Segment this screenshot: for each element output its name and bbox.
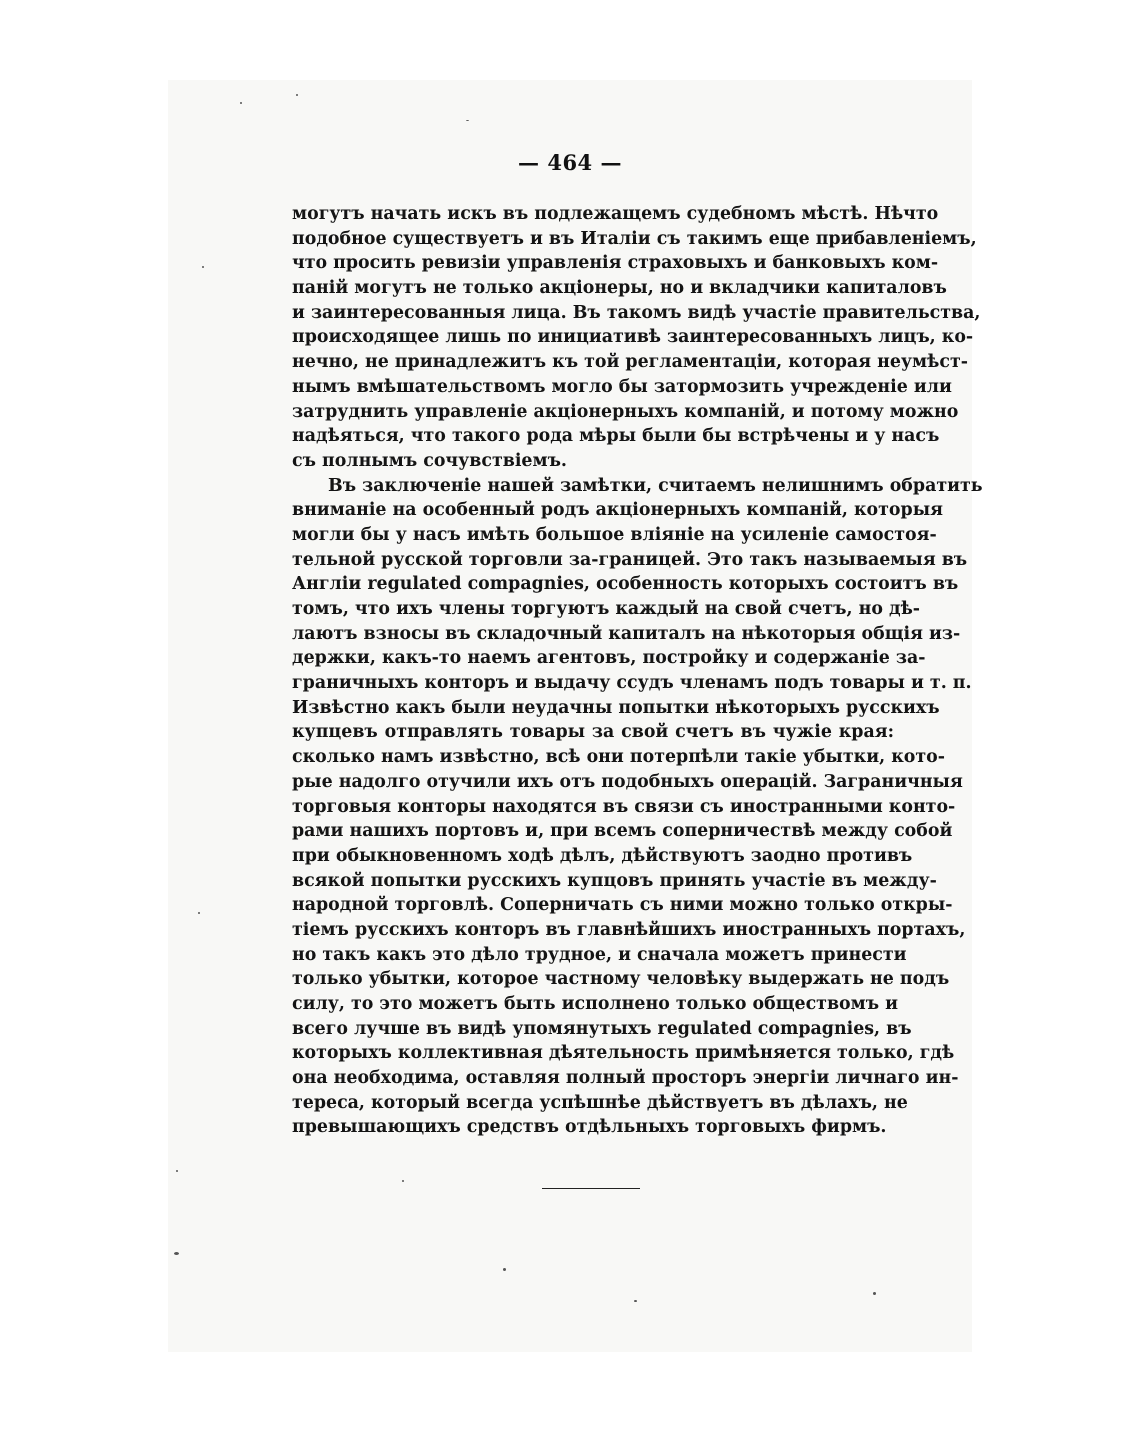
text-line: только убытки, которое частному человѣку выдержать не подъ bbox=[292, 969, 950, 990]
scan-speck bbox=[873, 1292, 876, 1295]
text-line: могутъ начать искъ въ подлежащемъ судебномъ мѣстѣ. Нѣчто bbox=[292, 204, 939, 224]
text-line: рые надолго отучили ихъ отъ подобныхъ операцій. Заграничныя bbox=[292, 771, 963, 792]
scan-speck bbox=[402, 1180, 404, 1182]
text-line: сколько намъ извѣстно, всѣ они потерпѣли такіе убытки, кото- bbox=[292, 747, 945, 768]
text-line: торговыя конторы находятся въ связи съ иностранными конто- bbox=[292, 796, 956, 817]
text-line: но такъ какъ это дѣло трудное, и сначала можетъ принести bbox=[292, 944, 907, 965]
scan-speck bbox=[176, 1170, 178, 1172]
text-line: рами нашихъ портовъ и, при всемъ соперничествѣ между собой bbox=[292, 821, 953, 842]
scan-speck bbox=[174, 1252, 179, 1255]
scan-speck bbox=[198, 912, 200, 914]
text-line: граничныхъ конторъ и выдачу ссудъ членамъ подъ товары и т. п. bbox=[292, 673, 972, 694]
text-line: держки, какъ-то наемъ агентовъ, постройку и содержаніе за- bbox=[292, 648, 926, 669]
page-number: — 464 — bbox=[518, 150, 622, 175]
text-line: народной торговлѣ. Соперничать съ ними можно только откры- bbox=[292, 895, 953, 916]
paragraph-start-line: Въ заключеніе нашей замѣтки, считаемъ нелишнимъ обратить bbox=[328, 475, 983, 496]
text-line: происходящее лишь по инициативѣ заинтересованныхъ лицъ, ко- bbox=[292, 327, 974, 348]
scan-speck bbox=[466, 120, 469, 121]
text-line: затруднить управленіе акціонерныхъ компаній, и потому можно bbox=[292, 401, 959, 422]
text-line: тіемъ русскихъ конторъ въ главнѣйшихъ иностранныхъ портахъ, bbox=[292, 919, 966, 940]
scan-speck bbox=[202, 266, 204, 268]
text-line: подобное существуетъ и въ Италіи съ такимъ еще прибавленіемъ, bbox=[292, 228, 977, 249]
scan-speck bbox=[240, 102, 242, 104]
text-line: томъ, что ихъ члены торгуютъ каждый на свой счетъ, но дѣ- bbox=[292, 599, 921, 619]
scan-speck bbox=[634, 1300, 637, 1302]
text-line: нечно, не принадлежитъ къ той регламентаціи, которая неумѣст- bbox=[292, 352, 968, 373]
text-line: при обыкновенномъ ходѣ дѣлъ, дѣйствуютъ заодно противъ bbox=[292, 845, 913, 866]
text-line: превышающихъ средствъ отдѣльныхъ торговыхъ фирмъ. bbox=[292, 1117, 887, 1138]
text-line: съ полнымъ сочувствіемъ. bbox=[292, 450, 567, 471]
text-line: Англіи regulated compagnies, особенность которыхъ состоитъ въ bbox=[292, 574, 959, 595]
scan-speck bbox=[503, 1268, 506, 1271]
scan-speck bbox=[296, 94, 298, 96]
text-line: она необходима, оставляя полный просторъ энергіи личнаго ин- bbox=[292, 1068, 959, 1089]
text-line: тельной русской торговли за-границей. Это такъ называемыя въ bbox=[292, 549, 968, 570]
text-line: надѣяться, что такого рода мѣры были бы встрѣчены и у насъ bbox=[292, 426, 940, 447]
text-line: всего лучше въ видѣ упомянутыхъ regulated compagnies, въ bbox=[292, 1018, 912, 1039]
text-line: которыхъ коллективная дѣятельность примѣняется только, гдѣ bbox=[292, 1043, 955, 1064]
end-rule bbox=[542, 1188, 640, 1189]
text-line: вниманіе на особенный родъ акціонерныхъ компаній, которыя bbox=[292, 500, 943, 521]
text-line: силу, то это можетъ быть исполнено только обществомъ и bbox=[292, 994, 899, 1014]
text-line: лаютъ взносы въ складочный капиталъ на нѣкоторыя общія из- bbox=[292, 623, 961, 644]
body-text bbox=[292, 202, 983, 1140]
text-line: паній могутъ не только акціонеры, но и вкладчики капиталовъ bbox=[292, 278, 947, 299]
text-line: Извѣстно какъ были неудачны попытки нѣкоторыхъ русскихъ bbox=[292, 697, 940, 718]
scanned-page bbox=[168, 80, 983, 1352]
text-line: всякой попытки русскихъ купцовъ принять участіе въ между- bbox=[292, 870, 937, 891]
text-line: могли бы у насъ имѣть большое вліяніе на усиленіе самостоя- bbox=[292, 524, 937, 545]
text-line: что просить ревизіи управленія страховыхъ и банковыхъ ком- bbox=[292, 253, 939, 274]
text-line: купцевъ отправлять товары за свой счетъ въ чужіе края: bbox=[292, 722, 894, 743]
text-line: и заинтересованныя лица. Въ такомъ видѣ участіе правительства, bbox=[292, 302, 981, 323]
text-line: тереса, который всегда успѣшнѣе дѣйствуетъ въ дѣлахъ, не bbox=[292, 1092, 908, 1113]
text-line: нымъ вмѣшательствомъ могло бы затормозить учрежденіе или bbox=[292, 376, 952, 397]
